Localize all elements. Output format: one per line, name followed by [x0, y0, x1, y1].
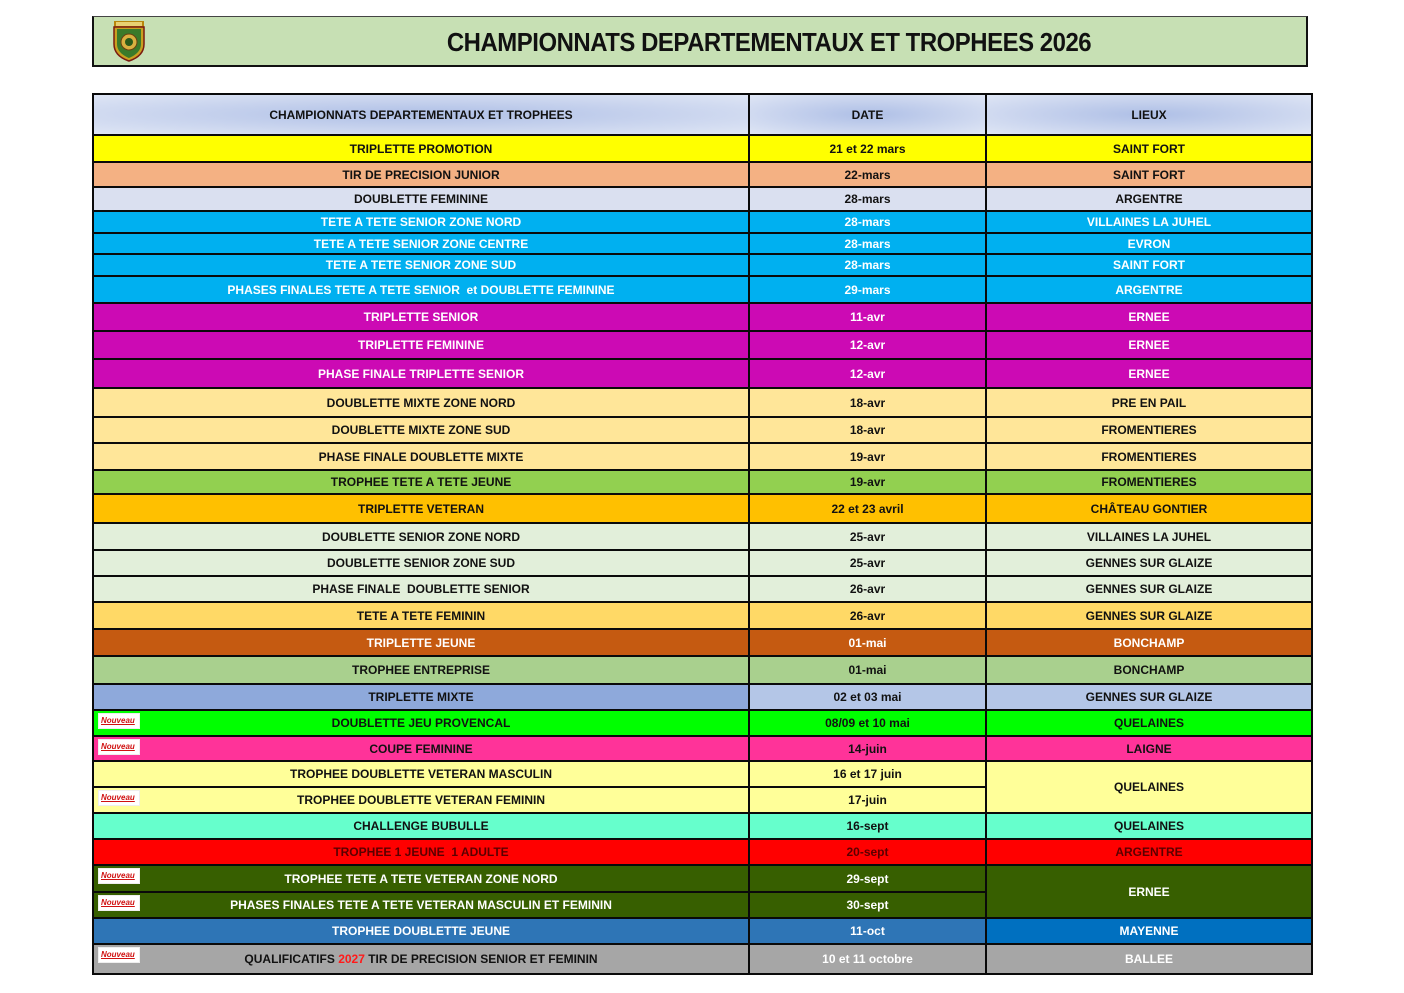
place-cell: ARGENTRE: [986, 839, 1312, 865]
place-cell: BALLEE: [986, 944, 1312, 974]
event-cell: [93, 276, 749, 303]
header-date: DATE: [749, 94, 986, 135]
date-cell: 18-avr: [749, 417, 986, 443]
place-cell: VILLAINES LA JUHEL: [986, 211, 1312, 233]
table-row: [93, 761, 1312, 787]
table-row: [93, 162, 1312, 187]
event-cell: [93, 656, 749, 684]
header-event: CHAMPIONNATS DEPARTEMENTAUX ET TROPHEES: [93, 94, 749, 135]
event-cell: [93, 684, 749, 710]
schedule-rows: [93, 135, 1312, 974]
event-cell: [93, 523, 749, 550]
event-label: DOUBLETTE FEMININE: [354, 192, 488, 206]
table-row: [93, 388, 1312, 417]
event-cell: [93, 359, 749, 388]
place-cell: ERNEE: [986, 331, 1312, 359]
date-cell: 22 et 23 avril: [749, 494, 986, 523]
event-cell: [93, 162, 749, 187]
place-cell: FROMENTIERES: [986, 417, 1312, 443]
event-label: TRIPLETTE MIXTE: [368, 690, 474, 704]
place-cell: PRE EN PAIL: [986, 388, 1312, 417]
table-row: [93, 331, 1312, 359]
new-badge-icon: Nouveau: [98, 790, 140, 806]
table-row: [93, 550, 1312, 576]
event-cell: [93, 787, 749, 813]
event-label: PHASE FINALE DOUBLETTE SENIOR: [312, 582, 530, 596]
place-cell: BONCHAMP: [986, 656, 1312, 684]
event-label: DOUBLETTE MIXTE ZONE SUD: [331, 423, 511, 437]
date-cell: 29-mars: [749, 276, 986, 303]
event-label: TETE A TETE FEMININ: [356, 608, 486, 623]
new-badge-icon: Nouveau: [98, 739, 140, 755]
event-label: DOUBLETTE SENIOR ZONE SUD: [326, 556, 515, 570]
table-row: [93, 576, 1312, 602]
place-cell: LAIGNE: [986, 736, 1312, 761]
event-label: TETE A TETE SENIOR ZONE NORD: [320, 215, 522, 229]
table-row: [93, 470, 1312, 494]
schedule-table: [92, 93, 1313, 975]
header-place: LIEUX: [986, 94, 1312, 135]
event-cell: [93, 233, 749, 254]
place-cell: BONCHAMP: [986, 629, 1312, 656]
place-cell: QUELAINES: [986, 813, 1312, 839]
event-label: PHASES FINALES TETE A TETE SENIOR et DOUBLETTE FEMININE: [227, 282, 615, 297]
event-cell: [93, 736, 749, 761]
date-cell: 12-avr: [749, 359, 986, 388]
place-cell: FROMENTIERES: [986, 443, 1312, 470]
place-cell: FROMENTIERES: [986, 470, 1312, 494]
date-cell: 25-avr: [749, 550, 986, 576]
date-cell: 01-mai: [749, 629, 986, 656]
date-cell: 16-sept: [749, 813, 986, 839]
date-cell: 26-avr: [749, 576, 986, 602]
table-row: [93, 684, 1312, 710]
date-cell: 11-oct: [749, 918, 986, 944]
event-cell: [93, 710, 749, 736]
date-cell: 20-sept: [749, 839, 986, 865]
event-cell: [93, 388, 749, 417]
table-row: [93, 233, 1312, 254]
event-cell: [93, 576, 749, 602]
event-cell: [93, 602, 749, 629]
event-cell: [93, 135, 749, 162]
table-row: [93, 276, 1312, 303]
date-cell: 01-mai: [749, 656, 986, 684]
event-label: TRIPLETTE SENIOR: [363, 310, 479, 324]
event-label: QUALIFICATIFS: [244, 952, 339, 966]
event-cell: [93, 944, 749, 974]
event-label: TROPHEE DOUBLETTE JEUNE: [331, 924, 511, 938]
event-label: PHASE FINALE TRIPLETTE SENIOR: [317, 366, 524, 381]
new-badge-icon: Nouveau: [98, 868, 140, 884]
date-cell: 19-avr: [749, 470, 986, 494]
table-row: [93, 523, 1312, 550]
table-row: [93, 710, 1312, 736]
date-cell: 30-sept: [749, 892, 986, 918]
date-cell: 16 et 17 juin: [749, 761, 986, 787]
event-cell: [93, 254, 749, 276]
date-cell: 22-mars: [749, 162, 986, 187]
date-cell: 28-mars: [749, 254, 986, 276]
title-banner: [92, 16, 1308, 67]
date-cell: 28-mars: [749, 233, 986, 254]
new-badge-icon: Nouveau: [98, 947, 140, 963]
new-badge-icon: Nouveau: [98, 895, 140, 911]
event-cell: [93, 494, 749, 523]
table-row: [93, 656, 1312, 684]
event-year-highlight: 2027: [338, 952, 365, 966]
event-cell: [93, 443, 749, 470]
event-label: PHASES FINALES TETE A TETE VETERAN MASCULIN ET FEMININ: [230, 898, 612, 912]
table-row: [93, 211, 1312, 233]
table-row: [93, 135, 1312, 162]
table-row: [93, 443, 1312, 470]
event-label: DOUBLETTE JEU PROVENCAL: [331, 716, 511, 730]
event-cell: [93, 211, 749, 233]
date-cell: 21 et 22 mars: [749, 135, 986, 162]
event-cell: [93, 761, 749, 787]
place-cell: ARGENTRE: [986, 187, 1312, 211]
place-cell: SAINT FORT: [986, 162, 1312, 187]
event-label: TETE A TETE SENIOR ZONE CENTRE: [313, 236, 529, 251]
place-cell: GENNES SUR GLAIZE: [986, 602, 1312, 629]
event-cell: [93, 629, 749, 656]
page-title: CHAMPIONNATS DEPARTEMENTAUX ET TROPHEES 2026: [446, 27, 1092, 57]
new-badge-icon: Nouveau: [98, 713, 140, 729]
event-label: CHALLENGE BUBULLE: [353, 819, 489, 833]
place-cell: CHÂTEAU GONTIER: [986, 494, 1312, 523]
event-cell: [93, 470, 749, 494]
date-cell: 14-juin: [749, 736, 986, 761]
table-row: [93, 918, 1312, 944]
date-cell: 10 et 11 octobre: [749, 944, 986, 974]
place-cell: GENNES SUR GLAIZE: [986, 576, 1312, 602]
event-label: TROPHEE DOUBLETTE VETERAN FEMININ: [296, 793, 545, 807]
event-cell: [93, 303, 749, 331]
place-cell: SAINT FORT: [986, 135, 1312, 162]
date-cell: 29-sept: [749, 865, 986, 892]
event-cell: [93, 331, 749, 359]
event-label: PHASE FINALE DOUBLETTE MIXTE: [318, 449, 524, 464]
event-label: TROPHEE DOUBLETTE VETERAN MASCULIN: [289, 767, 552, 781]
date-cell: 11-avr: [749, 303, 986, 331]
place-cell: SAINT FORT: [986, 254, 1312, 276]
event-label: TRIPLETTE FEMININE: [358, 338, 484, 352]
table-row: [93, 417, 1312, 443]
date-cell: 28-mars: [749, 187, 986, 211]
event-cell: [93, 839, 749, 865]
date-cell: 02 et 03 mai: [749, 684, 986, 710]
table-row: [93, 839, 1312, 865]
event-label: TRIPLETTE VETERAN: [357, 501, 484, 516]
table-row: [93, 629, 1312, 656]
event-label: TRIPLETTE JEUNE: [366, 635, 476, 650]
event-cell: [93, 918, 749, 944]
place-cell: VILLAINES LA JUHEL: [986, 523, 1312, 550]
event-cell: [93, 550, 749, 576]
date-cell: 26-avr: [749, 602, 986, 629]
table-row: [93, 303, 1312, 331]
event-label: COUPE FEMININE: [369, 741, 473, 756]
table-row: [93, 944, 1312, 974]
event-cell: [93, 892, 749, 918]
table-header-row: [93, 94, 1312, 135]
event-cell: [93, 813, 749, 839]
event-label: TROPHEE ENTREPRISE: [351, 663, 491, 677]
event-label: TROPHEE TETE A TETE VETERAN ZONE NORD: [284, 871, 558, 886]
place-cell: EVRON: [986, 233, 1312, 254]
event-cell: [93, 187, 749, 211]
event-label: DOUBLETTE MIXTE ZONE NORD: [326, 395, 516, 410]
place-cell: QUELAINES: [986, 761, 1312, 813]
table-row: [93, 254, 1312, 276]
event-label: TROPHEE TETE A TETE JEUNE: [330, 475, 512, 489]
table-row: [93, 865, 1312, 892]
place-cell: ERNEE: [986, 865, 1312, 918]
event-label: TIR DE PRECISION SENIOR ET FEMININ: [364, 952, 598, 966]
event-cell: [93, 417, 749, 443]
place-cell: GENNES SUR GLAIZE: [986, 684, 1312, 710]
event-label: TETE A TETE SENIOR ZONE SUD: [325, 258, 517, 272]
date-cell: 17-juin: [749, 787, 986, 813]
table-row: [93, 736, 1312, 761]
date-cell: 19-avr: [749, 443, 986, 470]
event-label: TIR DE PRECISION JUNIOR: [342, 167, 500, 182]
table-row: [93, 187, 1312, 211]
event-label: TRIPLETTE PROMOTION: [349, 141, 493, 156]
date-cell: 08/09 et 10 mai: [749, 710, 986, 736]
date-cell: 25-avr: [749, 523, 986, 550]
place-cell: MAYENNE: [986, 918, 1312, 944]
date-cell: 28-mars: [749, 211, 986, 233]
date-cell: 18-avr: [749, 388, 986, 417]
table-row: [93, 359, 1312, 388]
event-label: DOUBLETTE SENIOR ZONE NORD: [321, 529, 520, 544]
event-cell: [93, 865, 749, 892]
place-cell: ARGENTRE: [986, 276, 1312, 303]
event-label: TROPHEE 1 JEUNE 1 ADULTE: [333, 845, 509, 859]
table-row: [93, 494, 1312, 523]
table-row: [93, 602, 1312, 629]
place-cell: QUELAINES: [986, 710, 1312, 736]
place-cell: GENNES SUR GLAIZE: [986, 550, 1312, 576]
place-cell: ERNEE: [986, 303, 1312, 331]
date-cell: 12-avr: [749, 331, 986, 359]
place-cell: ERNEE: [986, 359, 1312, 388]
table-row: [93, 813, 1312, 839]
